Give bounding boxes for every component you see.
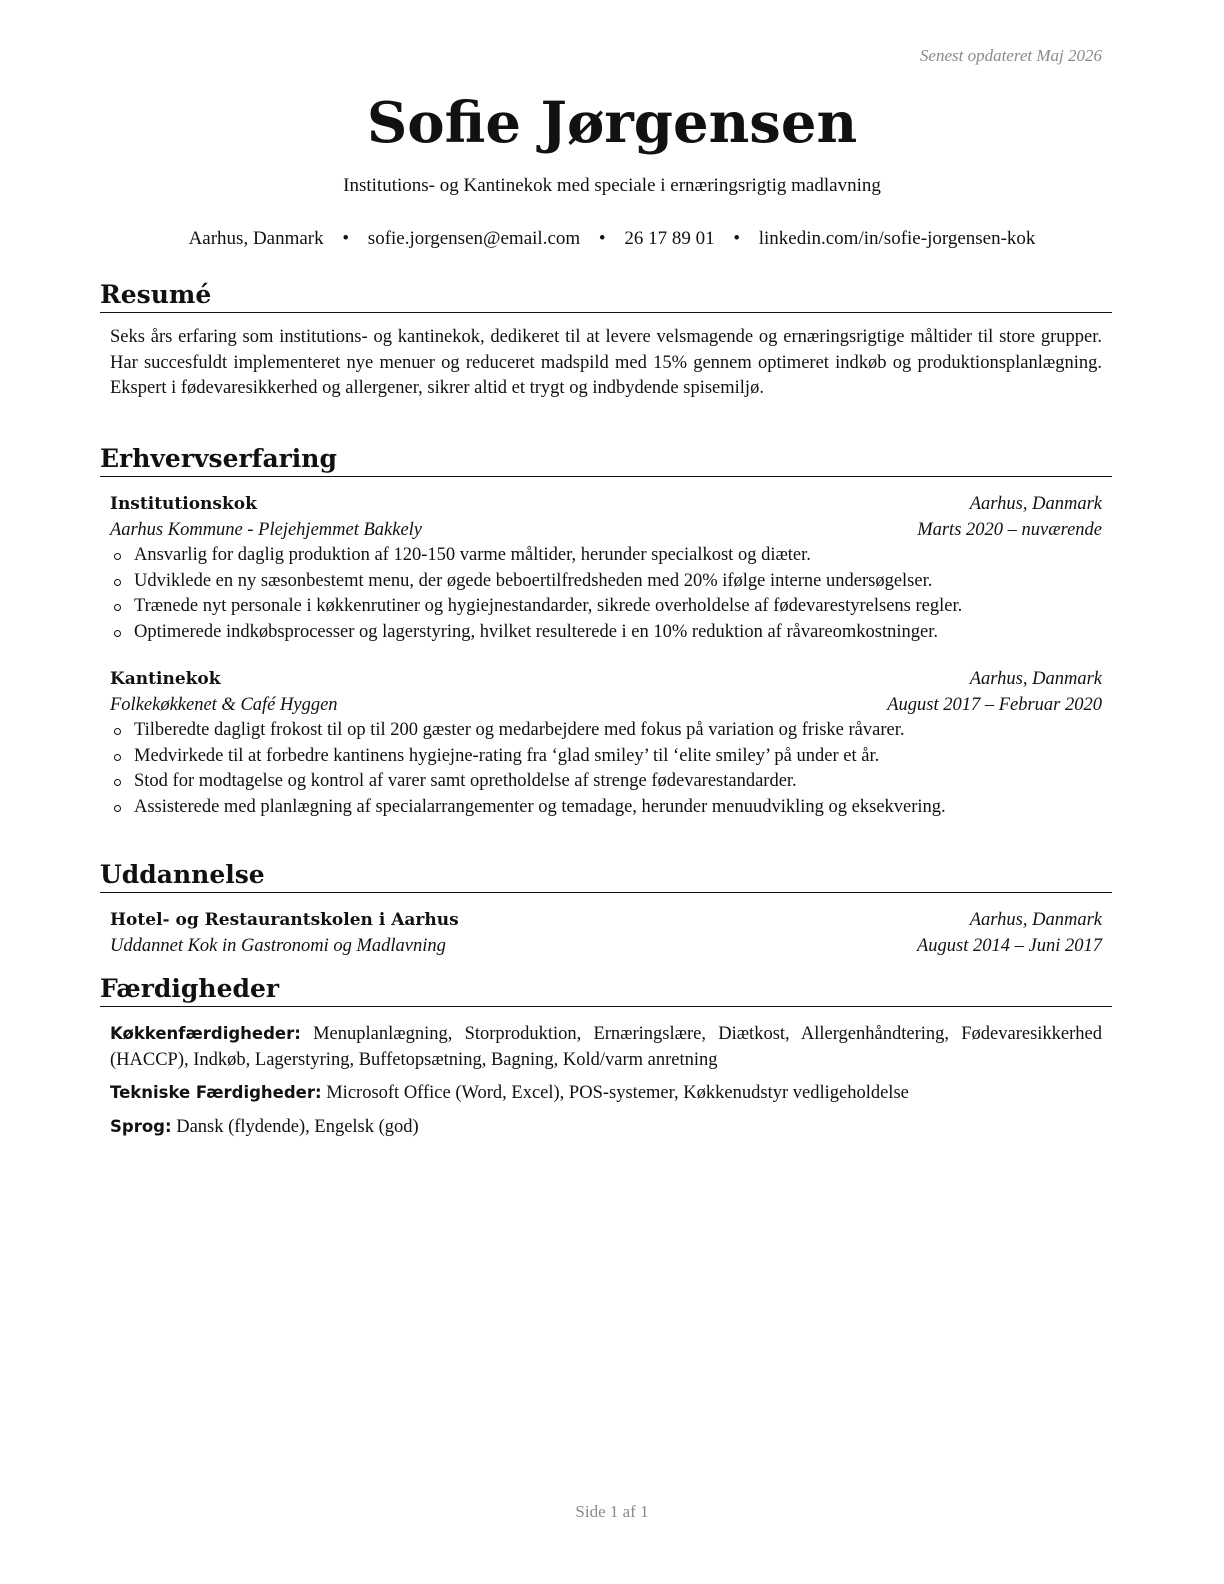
list-item: Medvirkede til at forbedre kantinens hygiejne-rating fra ‘glad smiley’ til ‘elite smiley’ på under et år.: [112, 744, 1112, 770]
contact-phone: 26 17 89 01: [624, 228, 715, 249]
contact-email[interactable]: sofie.jorgensen@email.com: [367, 228, 581, 249]
bullet-separator: •: [733, 228, 740, 249]
skill-text: Dansk (flydende), Engelsk (god): [176, 1116, 419, 1137]
job-role: Institutionskok: [110, 494, 257, 514]
page-number: Side 1 af 1: [575, 1502, 649, 1521]
bullet-separator: •: [342, 228, 350, 249]
list-item: Trænede nyt personale i køkkenrutiner og hygiejnestandarder, sikrede overholdelse af fødevarestyrelsens regler.: [112, 594, 1112, 620]
contact-linkedin[interactable]: linkedin.com/in/sofie-jorgensen-kok: [758, 228, 1036, 249]
job-employer: Folkekøkkenet & Café Hyggen: [110, 694, 338, 715]
list-item: Assisterede med planlægning af specialarrangementer og temadage, herunder menuudvikling og eksekvering.: [112, 795, 1112, 821]
skill-row: [100, 1080, 1112, 1107]
skill-row: [100, 1114, 1112, 1141]
bullet-separator: •: [598, 228, 606, 249]
list-item: Udviklede en ny sæsonbestemt menu, der øgede beboertilfredsheden med 20% ifølge interne undersøgelser.: [112, 569, 1112, 595]
education-section: [100, 860, 1112, 959]
job-entry: [100, 667, 1112, 820]
job-location: Aarhus, Danmark: [969, 494, 1102, 514]
skill-label: Sprog:: [110, 1116, 172, 1136]
job-dates: August 2017 – Februar 2020: [887, 694, 1102, 715]
section-heading-skills: Færdigheder: [100, 974, 1112, 1007]
skill-label: Tekniske Færdigheder:: [110, 1083, 322, 1102]
education-dates: August 2014 – Juni 2017: [917, 935, 1102, 956]
job-dates: Marts 2020 – nuværende: [917, 519, 1102, 540]
school-location: Aarhus, Danmark: [969, 910, 1102, 930]
skill-label: Køkkenfærdigheder:: [110, 1024, 301, 1043]
section-heading-summary: Resumé: [100, 280, 1112, 313]
skills-section: [100, 974, 1112, 1140]
job-location: Aarhus, Danmark: [969, 669, 1102, 689]
degree: Uddannet Kok in Gastronomi og Madlavning: [110, 935, 446, 956]
contact-location: Aarhus, Danmark: [188, 228, 324, 249]
experience-section: [100, 444, 1112, 820]
job-bullets: [100, 543, 1112, 645]
job-title: Institutions- og Kantinekok med speciale i ernæringsrigtig madlavning: [343, 175, 881, 196]
contact-line: [0, 228, 1224, 250]
job-bullets: [100, 718, 1112, 820]
section-heading-experience: Erhvervserfaring: [100, 444, 1112, 477]
job-entry: [100, 492, 1112, 645]
list-item: Ansvarlig for daglig produktion af 120-150 varme måltider, herunder specialkost og diæter.: [112, 543, 1112, 569]
skill-text: Microsoft Office (Word, Excel), POS-systemer, Køkkenudstyr vedligeholdelse: [326, 1083, 909, 1103]
section-heading-education: Uddannelse: [100, 860, 1112, 893]
list-item: Optimerede indkøbsprocesser og lagerstyring, hvilket resulterede i en 10% reduktion af råvareomkostninger.: [112, 620, 1112, 646]
candidate-name: Sofie Jørgensen: [366, 90, 858, 156]
list-item: Tilberedte dagligt frokost til op til 200 gæster og medarbejdere med fokus på variation og friske råvarer.: [112, 718, 1112, 744]
school-name: Hotel- og Restaurantskolen i Aarhus: [110, 910, 459, 930]
list-item: Stod for modtagelse og kontrol af varer samt opretholdelse af strenge fødevarestandarder.: [112, 769, 1112, 795]
last-updated: Senest opdateret Maj 2026: [919, 46, 1102, 65]
summary-section: [100, 280, 1112, 402]
summary-text: Seks års erfaring som institutions- og kantinekok, dedikeret til at levere velsmagende og ernæringsrigtige måltider til store grupper. Har succesfuldt implementeret nye menuer og reduceret madspild med 15% gennem optimeret indkøb og produktionsplanlægning. Ekspert i fødevaresikkerhed og allergener, sikrer altid et trygt og indbydende spisemiljø.: [110, 327, 1102, 398]
job-employer: Aarhus Kommune - Plejehjemmet Bakkely: [110, 519, 423, 540]
skill-row: [100, 1021, 1112, 1073]
education-entry: [100, 908, 1112, 959]
skill-text: Menuplanlægning, Storproduktion, Ernæringslære, Diætkost, Allergenhåndtering, Fødevaresikkerhed (HACCP), Indkøb, Lagerstyring, Buffetopsætning, Bagning, Kold/varm anretning: [110, 1024, 1102, 1070]
job-role: Kantinekok: [110, 669, 221, 689]
